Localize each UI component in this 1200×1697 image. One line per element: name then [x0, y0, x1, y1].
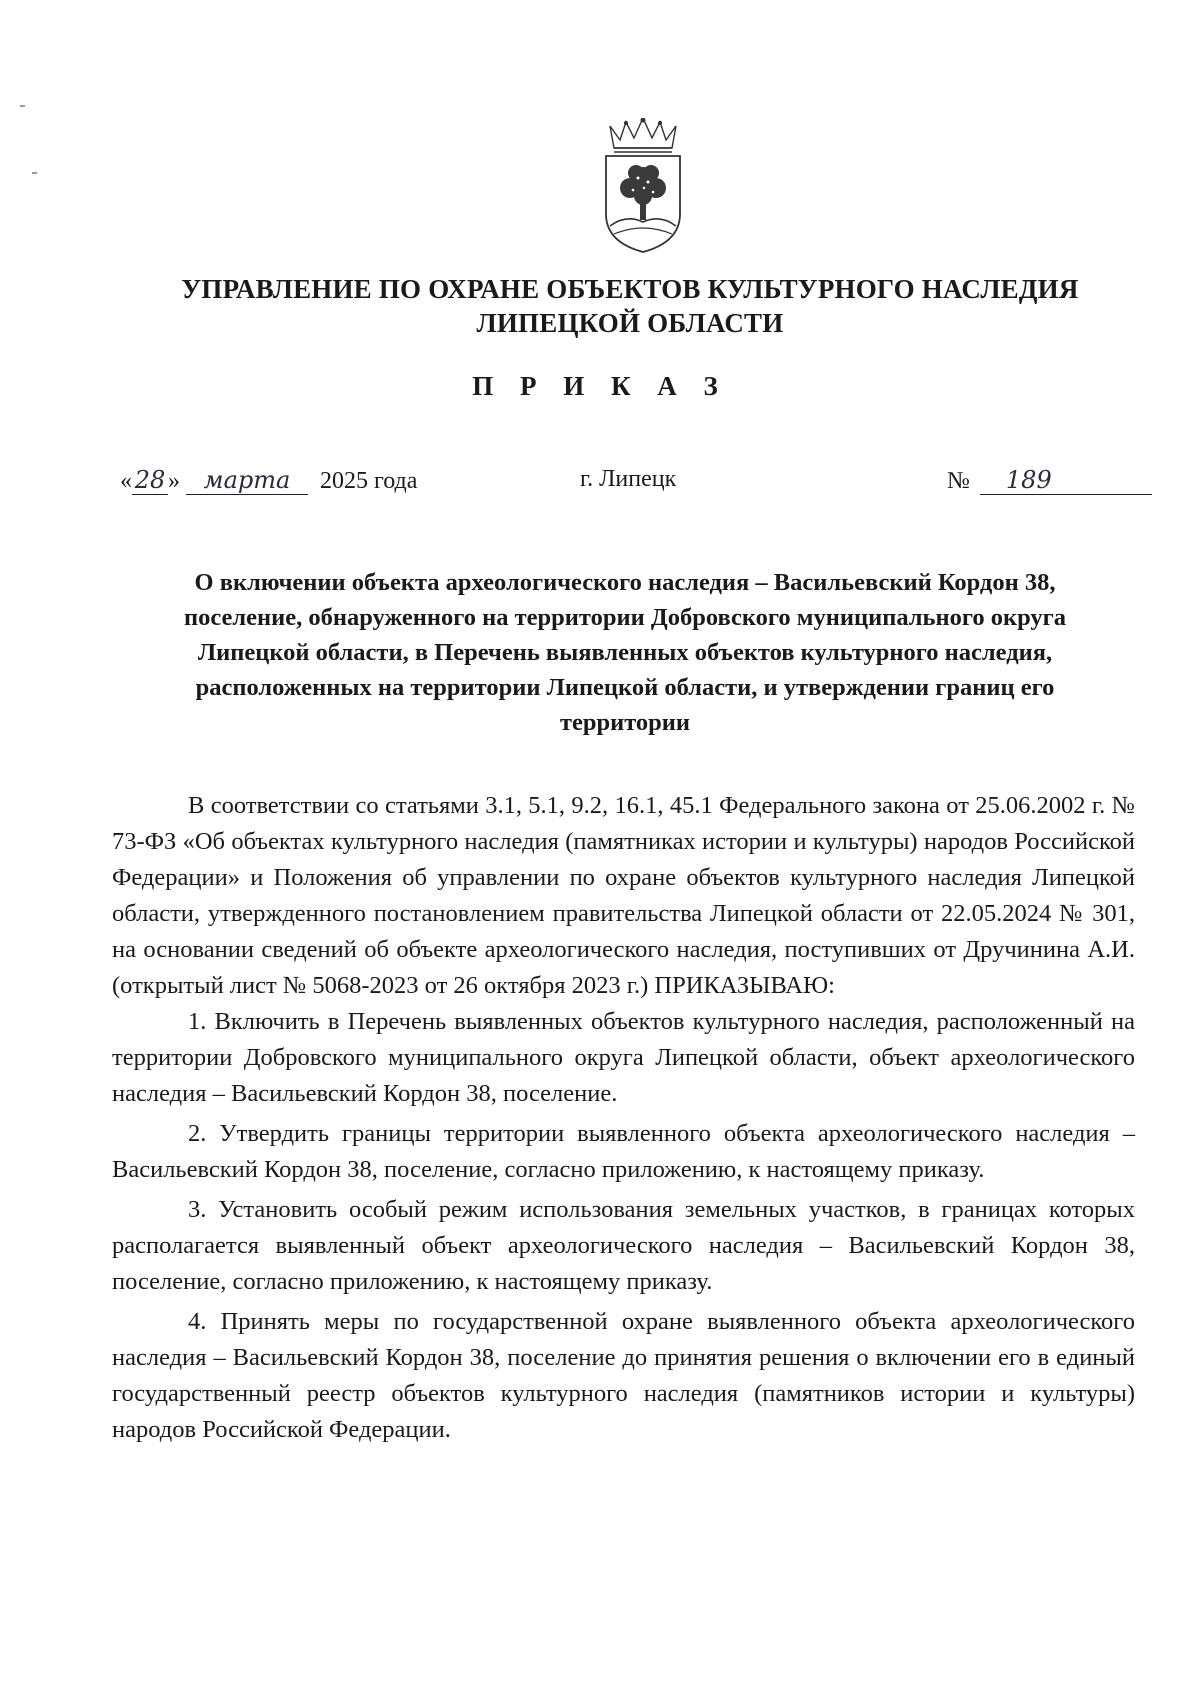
order-number	[947, 466, 1152, 495]
subject-line-3: Липецкой области, в Перечень выявленных объектов культурного наследия,	[197, 639, 1053, 666]
order-meta-row	[0, 458, 1200, 508]
order-subject-heading	[120, 565, 1130, 740]
order-body	[112, 788, 1135, 1448]
order-item-4: 4. Принять меры по государственной охране выявленного объекта археологического наследия – Васильевский Кордон 38, поселение до принятия решения о включении его в единый государственный реестр объектов культурного наследия (памятников истории и культуры) народов Российской Федерации.	[112, 1308, 1135, 1443]
subject-line-2: поселение, обнаруженного на территории Добровского муниципального округа	[183, 604, 1067, 631]
date-day-handwritten: 28	[132, 466, 168, 495]
document-type-heading: П Р И К А З	[472, 371, 728, 401]
order-item-1: 1. Включить в Перечень выявленных объектов культурного наследия, расположенный на территории Добровского муниципального округа Липецкой области, объект археологического наследия – Васильевский Кордон 38, поселение.	[112, 1008, 1135, 1107]
subject-line-4: расположенных на территории Липецкой области, и утверждении границ его	[195, 674, 1055, 701]
order-city: г. Липецк	[580, 466, 677, 492]
organization-title	[150, 272, 1110, 340]
scan-speck	[32, 172, 37, 174]
order-item-3: 3. Установить особый режим использования земельных участков, в границах которых располагается выявленный объект археологического наследия – Васильевский Кордон 38, поселение, согласно приложению, к настоящему приказу.	[112, 1196, 1135, 1295]
order-item-2: 2. Утвердить границы территории выявленного объекта археологического наследия – Васильевский Кордон 38, поселение, согласно приложению, к настоящему приказу.	[112, 1120, 1135, 1183]
organization-title-line-2: ЛИПЕЦКОЙ ОБЛАСТИ	[476, 308, 784, 338]
organization-title-line-1: УПРАВЛЕНИЕ ПО ОХРАНЕ ОБЪЕКТОВ КУЛЬТУРНОГО НАСЛЕДИЯ	[181, 274, 1079, 304]
date-close-quote: »	[168, 468, 180, 494]
order-number-label: №	[947, 468, 970, 494]
date-month-handwritten: марта	[186, 466, 308, 495]
date-open-quote: «	[120, 468, 132, 494]
date-year: 2025 года	[320, 468, 418, 494]
lipetsk-coat-of-arms-icon	[600, 118, 686, 258]
order-number-handwritten: 189	[980, 466, 1152, 495]
preamble-paragraph: В соответствии со статьями 3.1, 5.1, 9.2, 16.1, 45.1 Федерального закона от 25.06.2002 г. № 73-ФЗ «Об объектах культурного наследия (памятниках истории и культуры) народов Российской Федерации» и Положения об управлении по охране объектов культурного наследия Липецкой области, утвержденного постановлением правительства Липецкой области от 22.05.2024 № 301, на основании сведений об объекте археологического наследия, поступивших от Дручинина А.И. (открытый лист № 5068-2023 от 26 октября 2023 г.) ПРИКАЗЫВАЮ:	[112, 792, 1135, 999]
order-date	[120, 466, 417, 495]
subject-line-5: территории	[559, 709, 691, 736]
subject-line-1: О включении объекта археологического наследия – Васильевский Кордон 38,	[194, 569, 1056, 596]
scan-speck	[20, 105, 25, 107]
